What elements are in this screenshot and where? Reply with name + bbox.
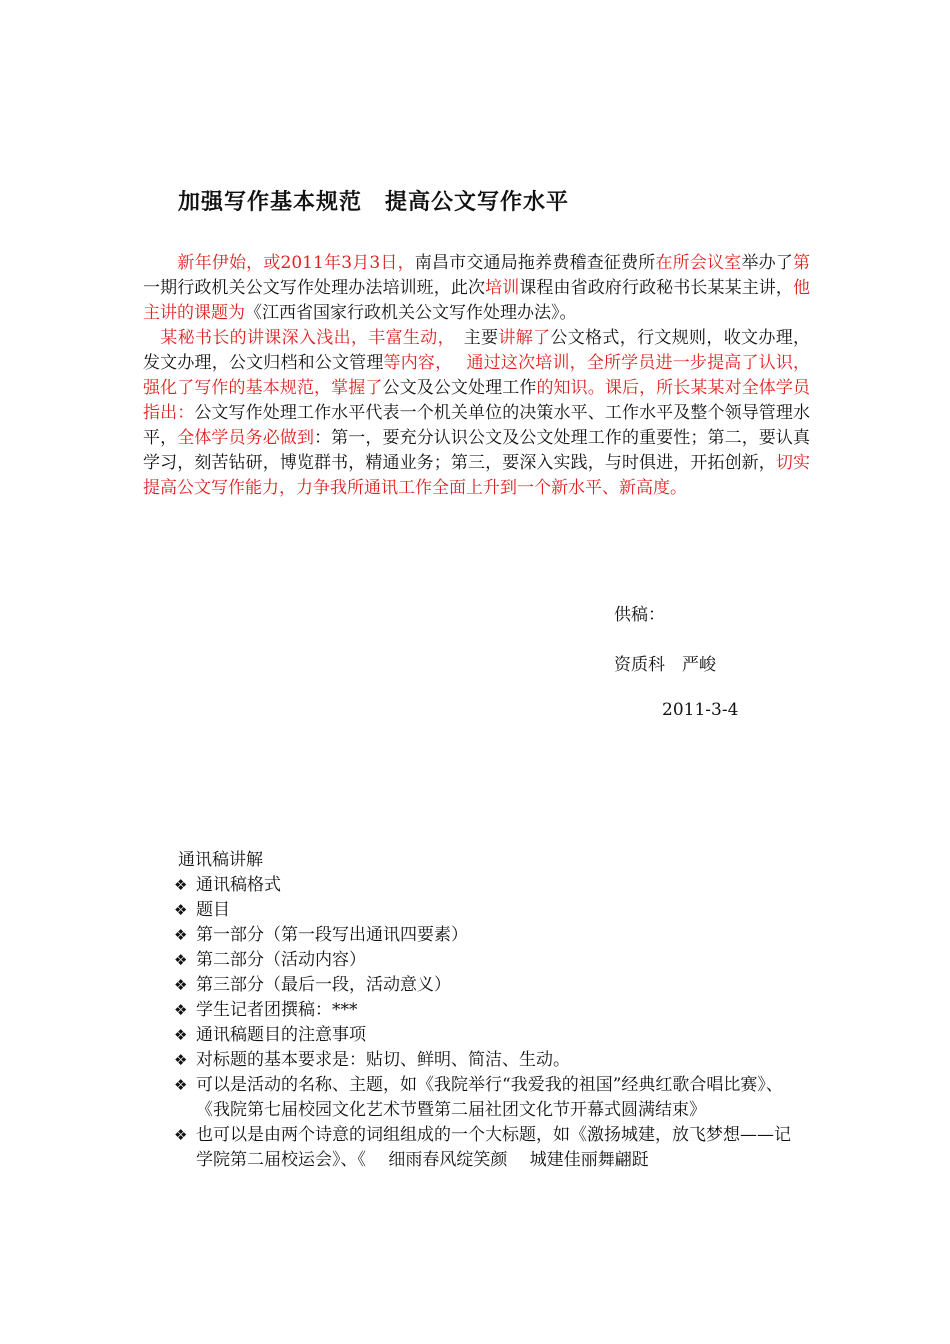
notes-list [174, 873, 804, 1173]
text-run: ：第一，要充分认识公文及公文处理工作的重要性；第二，要认真学习，刻苦钻研，博览群书，精通业务；第三，要深入实践，与时俱进，开拓创新， [143, 428, 811, 473]
list-item [174, 973, 804, 998]
list-item [174, 1048, 804, 1073]
list-item [174, 1123, 804, 1173]
list-item [174, 1073, 804, 1123]
highlighted-text-run: 他主讲的课题为 [143, 278, 811, 323]
diamond-bullet-icon: ❖ [174, 1126, 188, 1144]
list-item [174, 998, 804, 1023]
list-item [174, 873, 804, 898]
highlighted-text-run: 等内容， 通过这次培训，全所学员进一步提高了认识，强化了写作的基本规范，掌握了 [143, 353, 810, 398]
text-run: 公文格式，行文规则，收文办理，发文办理，公文归档和公文管理 [143, 328, 811, 373]
text-run: 一期行政机关公文写作处理办法培训班，此次 [143, 278, 486, 298]
list-item-text: 对标题的基本要求是：贴切、鲜明、简洁、生动。 [196, 1050, 570, 1070]
text-run: 南昌市交通局拖养费稽查征费所 [414, 253, 656, 273]
text-run: 公文写作处理工作水平代表一个机关单位的决策水平、工作水平及整个领导管理水平， [143, 403, 811, 448]
text-run: 《江西省国家行政机关公文写作处理办法》。 [245, 303, 577, 323]
highlighted-text-run: 新年伊始，或2011年3月3日， [177, 253, 415, 273]
list-item-text: 题目 [196, 900, 230, 920]
diamond-bullet-icon: ❖ [174, 876, 188, 894]
text-run: 举办了 [741, 253, 794, 273]
list-item-text: 通讯稿格式 [196, 875, 281, 895]
article-paragraph-2 [143, 326, 810, 501]
text-run: 公文及公文处理工作 [382, 378, 537, 398]
diamond-bullet-icon: ❖ [174, 926, 188, 944]
notes-heading: 通讯稿讲解 [178, 850, 263, 870]
list-item-text: 第一部分（第一段写出通讯四要素） [196, 925, 468, 945]
highlighted-text-run: 培训 [485, 278, 520, 298]
list-item [174, 923, 804, 948]
highlighted-text-run: 某秘书长的讲课深入浅出，丰富生动， [143, 328, 447, 348]
signature-author: 资质科 严峻 [614, 655, 716, 675]
diamond-bullet-icon: ❖ [174, 1001, 188, 1019]
list-item-text: 通讯稿题目的注意事项 [196, 1025, 366, 1045]
highlighted-text-run: 全体学员务必做到 [177, 428, 315, 448]
highlighted-text-run: 讲解了 [498, 328, 551, 348]
highlighted-text-run: 切实提高公文写作能力，力争我所通讯工作全面上升到一个新水平、新高度。 [143, 453, 811, 498]
list-item [174, 948, 804, 973]
notes-section [174, 848, 808, 1173]
document-title: 加强写作基本规范 提高公文写作水平 [178, 189, 570, 215]
signature-label: 供稿： [614, 605, 665, 625]
list-item-text: 第二部分（活动内容） [196, 950, 366, 970]
list-item [174, 898, 804, 923]
diamond-bullet-icon: ❖ [174, 976, 188, 994]
list-item [174, 1023, 804, 1048]
text-run: 课程由省政府行政秘书长某某主讲， [519, 278, 794, 298]
highlighted-text-run: 在所会议室 [655, 253, 742, 273]
list-item-text: 学生记者团撰稿：*** [196, 1000, 358, 1020]
text-run: 主要 [446, 328, 499, 348]
signature-date: 2011-3-4 [662, 700, 739, 720]
diamond-bullet-icon: ❖ [174, 901, 188, 919]
article-paragraph-1 [143, 251, 810, 326]
diamond-bullet-icon: ❖ [174, 1026, 188, 1044]
list-item-text: 可以是活动的名称、主题，如《我院举行“我爱我的祖国”经典红歌合唱比赛》、《我院第七届校园文化艺术节暨第二届社团文化节开幕式圆满结束》 [196, 1075, 783, 1120]
text-run [143, 253, 177, 273]
list-item-text: 第三部分（最后一段，活动意义） [196, 975, 451, 995]
diamond-bullet-icon: ❖ [174, 1051, 188, 1069]
diamond-bullet-icon: ❖ [174, 1076, 188, 1094]
highlighted-text-run: 第 [793, 253, 811, 273]
highlighted-text-run: 的知识。课后，所长某某对全体学员指出： [143, 378, 811, 423]
diamond-bullet-icon: ❖ [174, 951, 188, 969]
list-item-text: 也可以是由两个诗意的词组组成的一个大标题，如《激扬城建，放飞梦想——记学院第二届校运会》、《 细雨春风绽笑颜 城建佳丽舞翩跹 [196, 1125, 791, 1170]
article-body [143, 251, 810, 501]
